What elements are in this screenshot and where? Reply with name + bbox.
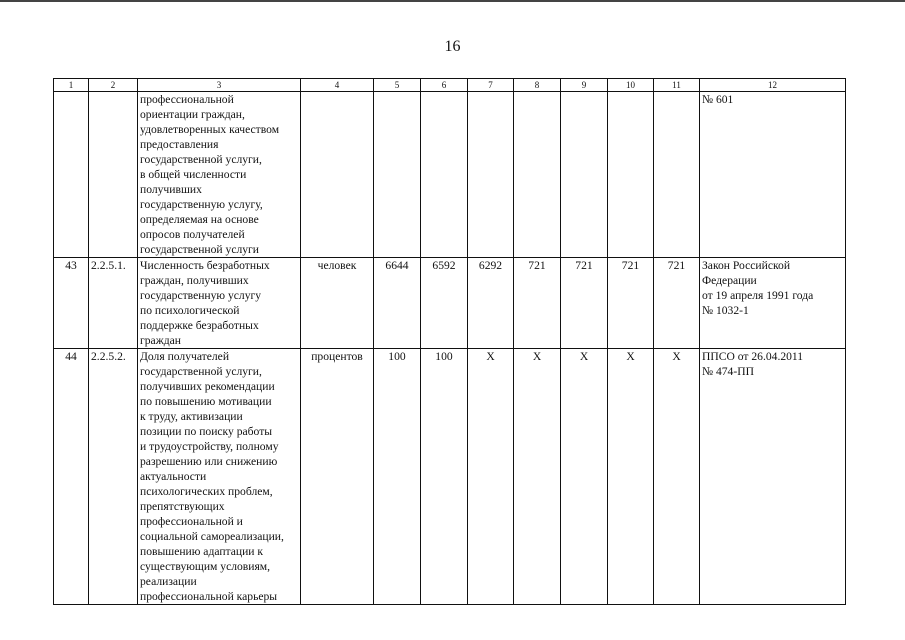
value-cell-col10: 721 bbox=[608, 258, 654, 349]
table-row bbox=[54, 258, 846, 349]
value-cell-col6: 6592 bbox=[421, 258, 468, 349]
unit-cell: человек bbox=[301, 258, 374, 349]
value-cell-col8: Х bbox=[514, 349, 561, 605]
indicator-code-cell: 2.2.5.1. bbox=[89, 258, 138, 349]
value-cell-col8: 721 bbox=[514, 258, 561, 349]
value-cell-col11 bbox=[654, 92, 700, 258]
value-cell-col7: Х bbox=[468, 349, 514, 605]
column-number: 1 bbox=[54, 79, 89, 92]
column-number: 9 bbox=[561, 79, 608, 92]
table-row bbox=[54, 349, 846, 605]
table-row bbox=[54, 92, 846, 258]
column-number-header-row bbox=[54, 79, 846, 92]
column-number: 4 bbox=[301, 79, 374, 92]
value-cell-col8 bbox=[514, 92, 561, 258]
value-cell-col9: Х bbox=[561, 349, 608, 605]
value-cell-col7: 6292 bbox=[468, 258, 514, 349]
column-number: 11 bbox=[654, 79, 700, 92]
column-number: 10 bbox=[608, 79, 654, 92]
value-cell-col9: 721 bbox=[561, 258, 608, 349]
value-cell-col5: 100 bbox=[374, 349, 421, 605]
value-cell-col7 bbox=[468, 92, 514, 258]
value-cell-col6 bbox=[421, 92, 468, 258]
page-number: 16 bbox=[444, 38, 461, 55]
column-number: 3 bbox=[138, 79, 301, 92]
value-cell-col6: 100 bbox=[421, 349, 468, 605]
row-number-cell: 43 bbox=[54, 258, 89, 349]
unit-cell: процентов bbox=[301, 349, 374, 605]
value-cell-col10 bbox=[608, 92, 654, 258]
value-cell-col9 bbox=[561, 92, 608, 258]
indicator-code-cell: 2.2.5.2. bbox=[89, 349, 138, 605]
legal-basis-cell: № 601 bbox=[700, 92, 846, 258]
column-number: 7 bbox=[468, 79, 514, 92]
value-cell-col10: Х bbox=[608, 349, 654, 605]
value-cell-col5: 6644 bbox=[374, 258, 421, 349]
value-cell-col11: 721 bbox=[654, 258, 700, 349]
column-number: 12 bbox=[700, 79, 846, 92]
indicator-code-cell bbox=[89, 92, 138, 258]
indicator-name-cell: профессиональной ориентации граждан, удовлетворенных качеством предоставления государственной услуги, в общей численности получивших государственную услугу, определяемая на основе опросов получателей государственной услуги bbox=[138, 92, 301, 258]
indicator-name-cell: Численность безработных граждан, получивших государственную услугу по психологической поддержке безработных граждан bbox=[138, 258, 301, 349]
legal-basis-cell: Закон Российской Федерации от 19 апреля 1991 года № 1032-1 bbox=[700, 258, 846, 349]
row-number-cell: 44 bbox=[54, 349, 89, 605]
column-number: 2 bbox=[89, 79, 138, 92]
value-cell-col5 bbox=[374, 92, 421, 258]
indicators-table bbox=[53, 78, 846, 605]
unit-cell bbox=[301, 92, 374, 258]
column-number: 6 bbox=[421, 79, 468, 92]
legal-basis-cell: ППСО от 26.04.2011 № 474-ПП bbox=[700, 349, 846, 605]
column-number: 5 bbox=[374, 79, 421, 92]
column-number: 8 bbox=[514, 79, 561, 92]
row-number-cell bbox=[54, 92, 89, 258]
value-cell-col11: Х bbox=[654, 349, 700, 605]
indicator-name-cell: Доля получателей государственной услуги, получивших рекомендации по повышению мотивации к труду, активизации позиции по поиску работы и трудоустройству, полному разрешению или снижению актуальности психологических проблем, препятствующих профессиональной и социальной самореализации, повышению адаптации к существующим условиям, реализации профессиональной карьеры bbox=[138, 349, 301, 605]
page-top-border bbox=[0, 0, 905, 2]
